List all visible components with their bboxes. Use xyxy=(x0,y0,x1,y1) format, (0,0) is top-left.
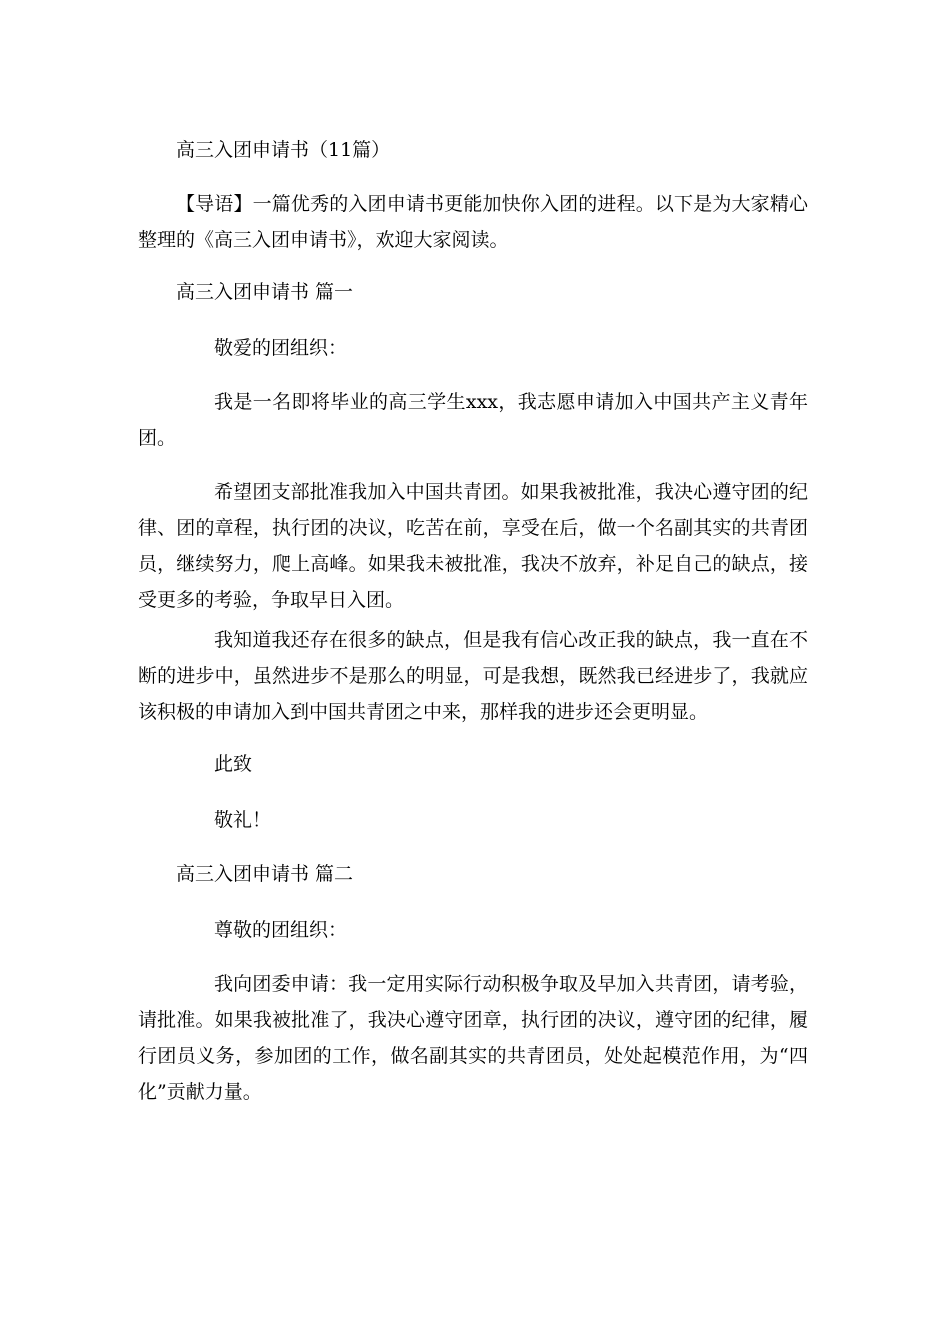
closing-ci-zhi: 此致 xyxy=(214,753,253,775)
section-heading-2: 高三入团申请书 篇二 xyxy=(176,863,354,885)
closing-jing-li: 敬礼！ xyxy=(214,809,272,831)
section1-paragraph-3: 我知道我还存在很多的缺点，但是我有信心改正我的缺点，我一直在不断的进步中，虽然进步不是那么的明显，可是我想，既然我已经进步了，我就应该积极的申请加入到中国共青团之中来，那样我的进步还会更明显。 xyxy=(138,629,808,723)
section1-paragraph-2: 希望团支部批准我加入中国共青团。如果我被批准，我决心遵守团的纪律、团的章程，执行团的决议，吃苦在前，享受在后，做一个名副其实的共青团员，继续努力，爬上高峰。如果我未被批准，我决不放弃，补足自己的缺点，接受更多的考验，争取早日入团。 xyxy=(138,481,808,611)
salutation-1: 敬爱的团组织： xyxy=(214,337,348,359)
salutation-2: 尊敬的团组织： xyxy=(214,919,348,941)
document-title: 高三入团申请书（11篇） xyxy=(176,139,391,161)
section-heading-1: 高三入团申请书 篇一 xyxy=(176,281,354,303)
intro-paragraph: 【导语】一篇优秀的入团申请书更能加快你入团的进程。以下是为大家精心整理的《高三入团申请书》，欢迎大家阅读。 xyxy=(138,193,808,251)
section2-paragraph-1: 我向团委申请：我一定用实际行动积极争取及早加入共青团，请考验，请批准。如果我被批准了，我决心遵守团章，执行团的决议，遵守团的纪律，履行团员义务，参加团的工作，做名副其实的共青团员，处处起模范作用，为“四化”贡献力量。 xyxy=(138,973,808,1103)
section1-paragraph-1: 我是一名即将毕业的高三学生xxx，我志愿申请加入中国共产主义青年团。 xyxy=(138,391,808,449)
